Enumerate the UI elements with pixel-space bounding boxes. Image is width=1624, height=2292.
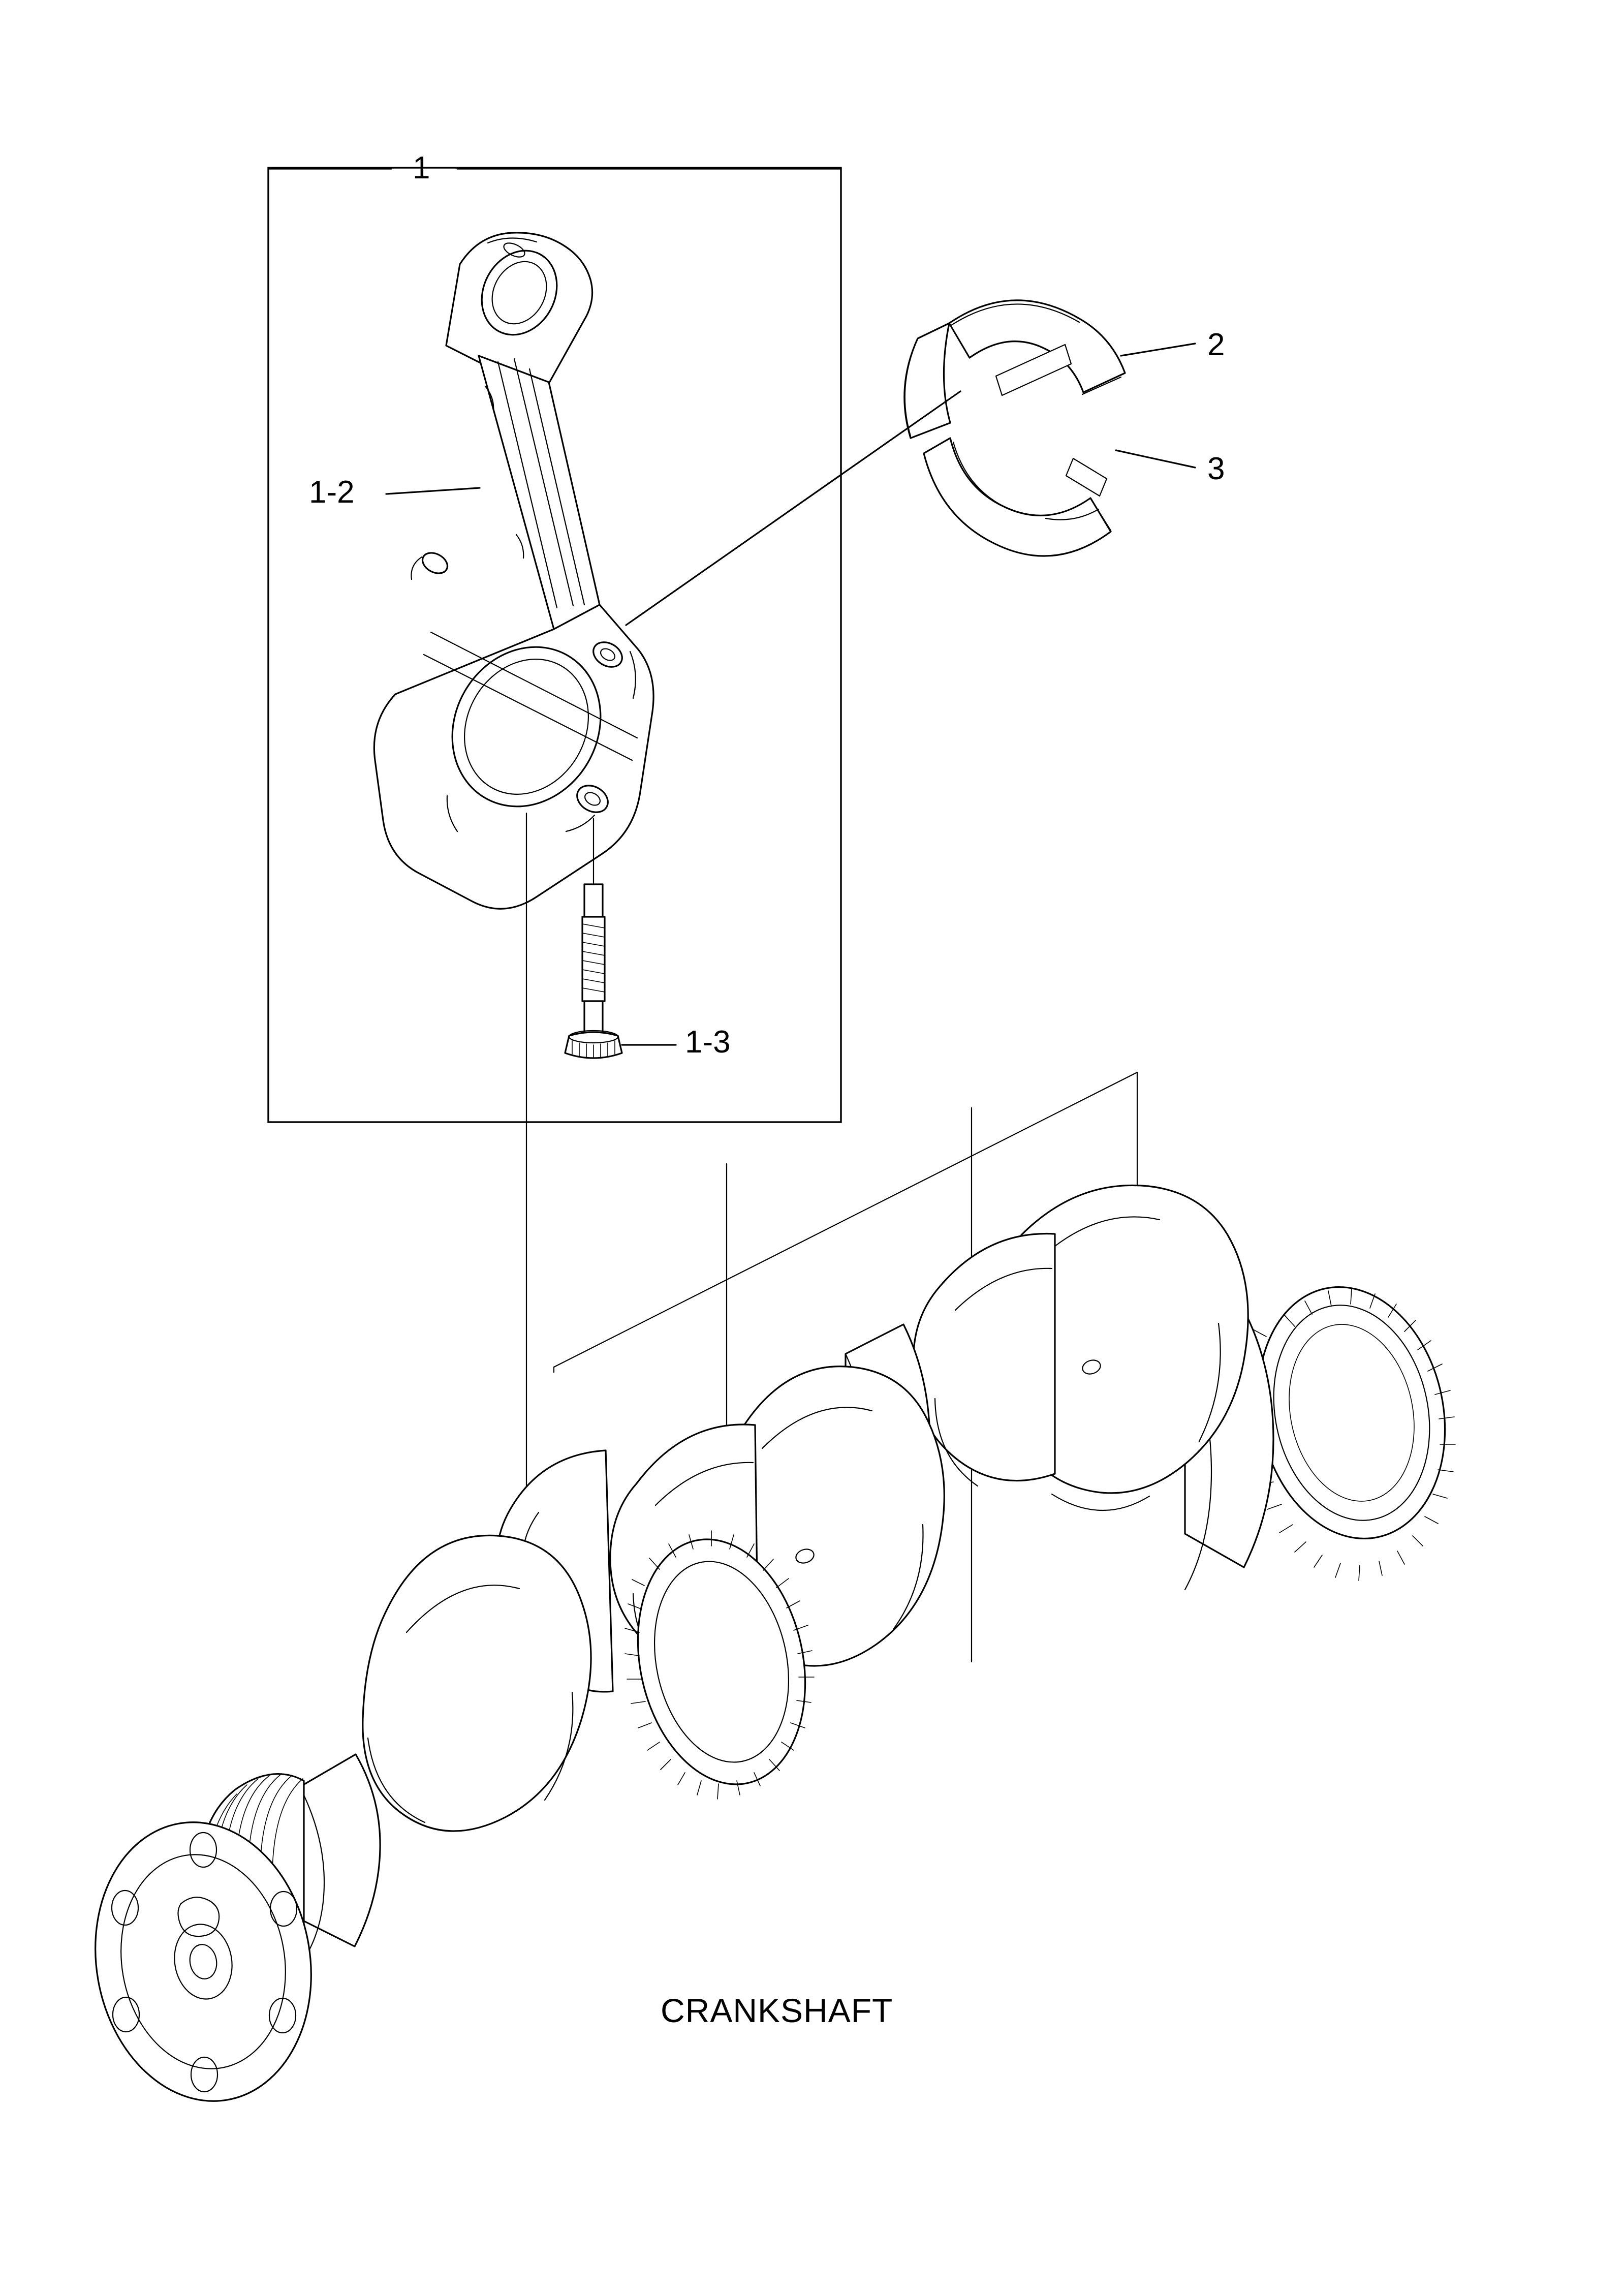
callout-1: 1 — [413, 150, 430, 185]
leader-line-callout-1-2 — [386, 488, 480, 494]
connecting-rod-illustration — [374, 233, 653, 909]
leader-line-callout-2 — [1121, 344, 1195, 356]
leader-line-callout-3 — [1116, 450, 1195, 468]
callout-3: 3 — [1207, 451, 1225, 486]
leader-line-shell-to-rod — [626, 391, 960, 625]
diagram-caption: CRANKSHAFT — [661, 1992, 893, 2029]
callout-2: 2 — [1207, 327, 1225, 362]
callout-1-3: 1-3 — [685, 1025, 731, 1060]
bearing-shell-lower-illustration — [924, 438, 1111, 556]
callout-1-2: 1-2 — [309, 475, 355, 510]
crankshaft-illustration — [74, 1185, 1467, 2118]
bearing-shell-upper-illustration — [904, 300, 1125, 438]
